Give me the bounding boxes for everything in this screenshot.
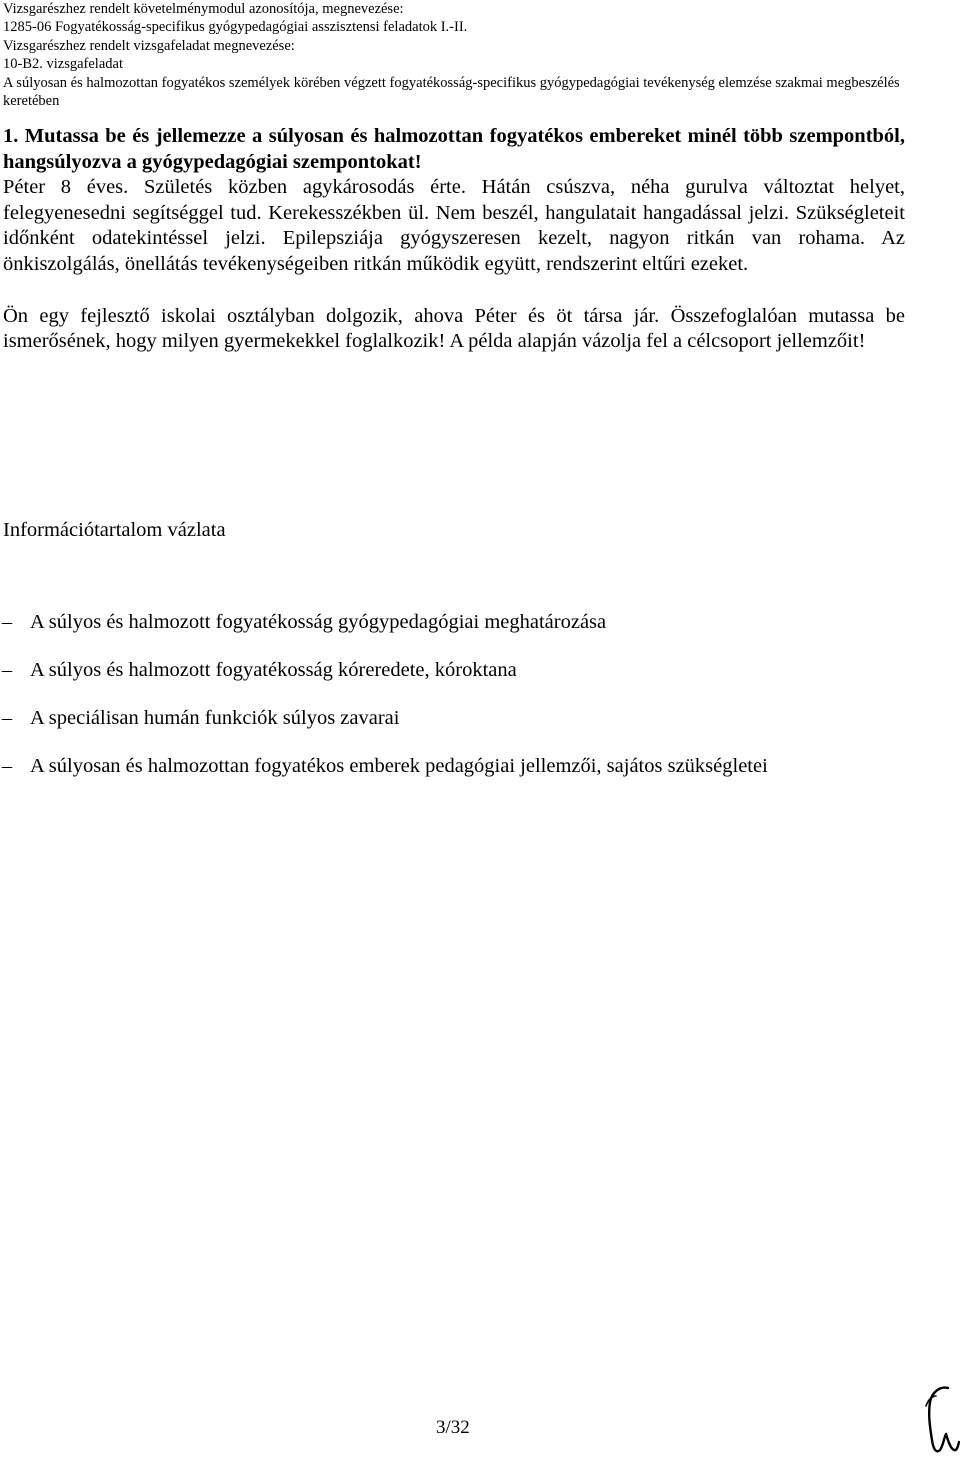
- module-label: Vizsgarészhez rendelt követelménymodul azonosítója, megnevezése:: [3, 1, 404, 17]
- task-title: 1. Mutassa be és jellemezze a súlyosan és halmozottan fogyatékos embereket minél több szempontból, hangsúlyozva a gyógypedagógiai szempontokat!: [3, 125, 905, 173]
- dash-bullet-icon: –: [1, 659, 13, 681]
- dash-bullet-icon: –: [1, 611, 13, 633]
- module-name: 1285-06 Fogyatékosság-specifikus gyógypedagógiai asszisztensi feladatok I.-II.: [3, 19, 468, 36]
- outline-title: Információtartalom vázlata: [3, 519, 226, 541]
- list-item-text: A súlyos és halmozott fogyatékosság gyógypedagógiai meghatározása: [30, 611, 607, 633]
- case-description: Péter 8 éves. Születés közben agykárosodás érte. Hátán csúszva, néha gurulva változtat helyet, felegyenesedni segítséggel tud. Kerekesszékben ül. Nem beszél, hangulatait hangadással jelzi. Szükségleteit időnként odatekintéssel jelzi. Epilepsziája gyógyszeresen kezelt, nagyon ritkán van rohama. Az önkiszolgálás, önellátás tevékenységeiben ritkán működik együtt, rendszerint eltűri ezeket.: [3, 176, 905, 275]
- list-item-text: A súlyosan és halmozottan fogyatékos emberek pedagógiai jellemzői, sajátos szükségletei: [30, 755, 768, 777]
- task-name: A súlyosan és halmozottan fogyatékos személyek körében végzett fogyatékosság-specifikus gyógypedagógiai tevékenység elemzése szakmai megbeszélés keretében: [3, 74, 900, 110]
- outline-list: [0, 609, 940, 801]
- task-code: 10-B2. vizsgafeladat: [3, 56, 123, 73]
- list-item: [0, 705, 940, 753]
- document-header: [3, 0, 953, 110]
- list-item: [0, 657, 940, 705]
- paragraph-gap: [3, 278, 905, 304]
- signature-icon: [918, 1384, 960, 1458]
- dash-bullet-icon: –: [1, 707, 13, 729]
- list-item: [0, 753, 940, 801]
- assignment-text: Ön egy fejlesztő iskolai osztályban dolgozik, ahova Péter és öt társa jár. Összefoglalóan mutassa be ismerősének, hogy milyen gyermekekkel foglalkozik! A példa alapján vázolja fel a célcsoport jellemzőit!: [3, 304, 905, 353]
- list-item: [0, 609, 940, 657]
- page-number: 3/32: [436, 1417, 470, 1438]
- list-item-text: A súlyos és halmozott fogyatékosság kóreredete, kóroktana: [30, 659, 517, 681]
- task-label: Vizsgarészhez rendelt vizsgafeladat megnevezése:: [3, 37, 295, 54]
- list-item-text: A speciálisan humán funkciók súlyos zavarai: [30, 707, 400, 729]
- task-section: [3, 124, 905, 355]
- dash-bullet-icon: –: [1, 755, 13, 777]
